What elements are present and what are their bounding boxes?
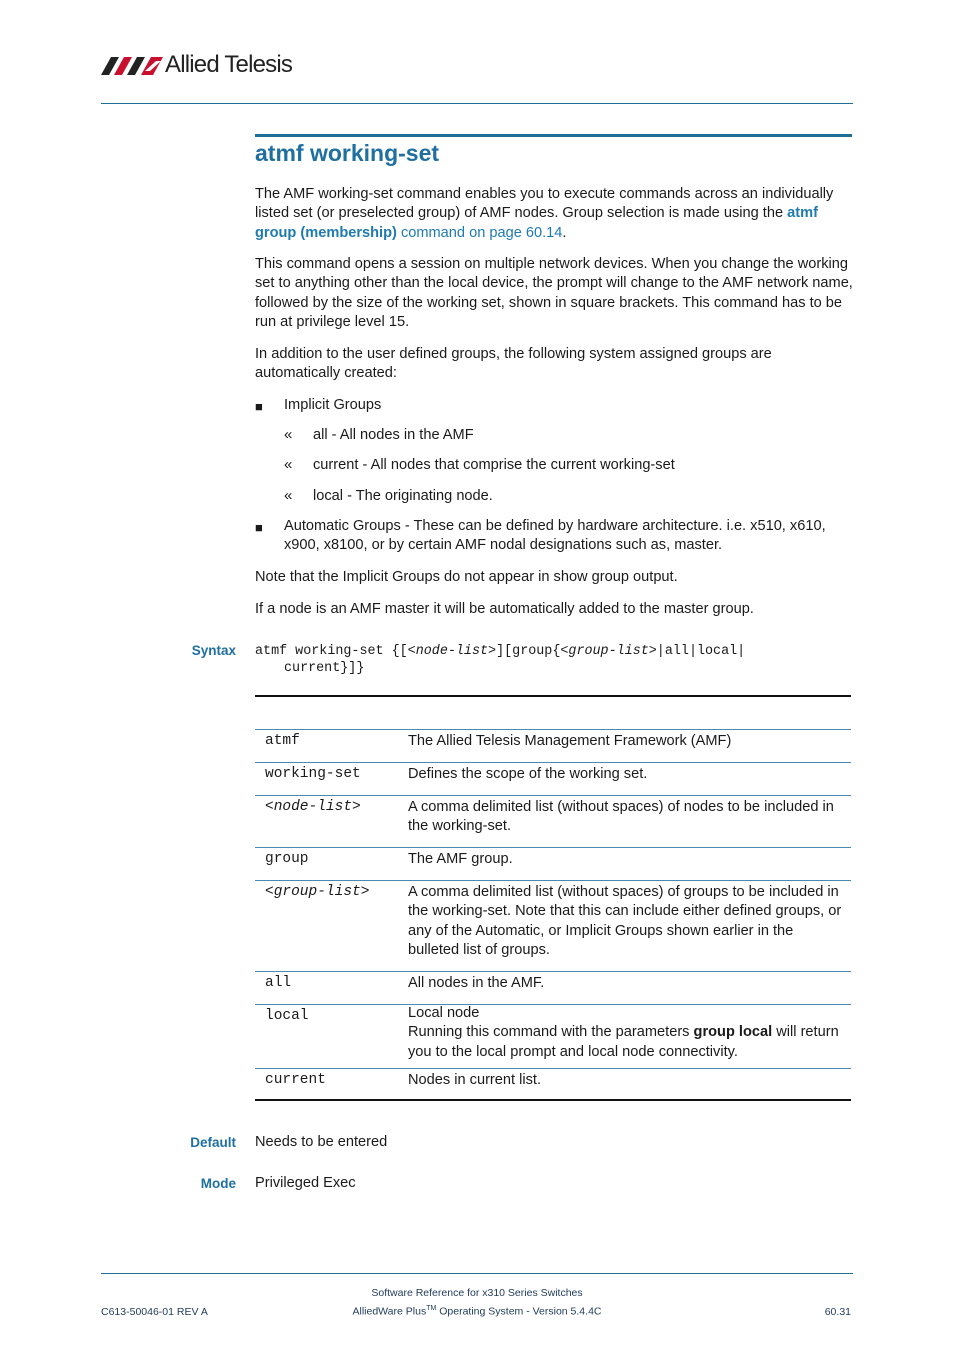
syntax-group-list: group-list: [568, 644, 649, 659]
bullet-implicit: Implicit Groups: [284, 397, 382, 413]
footer-page-number: 60.31: [824, 1306, 851, 1318]
intro-end: .: [562, 224, 567, 241]
param-local-desc-line1: Local node: [408, 1005, 480, 1021]
sub-marker: «: [284, 426, 293, 443]
param-atmf: atmf: [265, 733, 300, 749]
intro-paragraph-2: This command opens a session on multiple network devices. When you change the working set to anything other than the local device, the prompt will change to the AMF network name, followed by the size of the working set, shown in square brackets. This command has to be run at privilege level 15.: [255, 256, 853, 330]
note-master: If a node is an AMF master it will be automatically added to the master group.: [255, 601, 754, 617]
param-current-desc: Nodes in current list.: [408, 1072, 542, 1088]
table-row-divider: [255, 762, 851, 763]
bullet-marker: ■: [255, 520, 263, 535]
param-group: group: [265, 851, 309, 867]
default-value: Needs to be entered: [255, 1134, 388, 1150]
param-atmf-desc: The Allied Telesis Management Framework (AMF): [408, 733, 732, 749]
header-rule: [101, 103, 853, 104]
sub-marker: «: [284, 456, 293, 473]
table-bottom-border: [255, 1099, 851, 1101]
footer-os-version: Operating System - Version 5.4.4C: [436, 1305, 602, 1318]
param-all: all: [265, 975, 292, 991]
table-row-divider: [255, 1068, 851, 1069]
table-top-border: [255, 695, 851, 697]
intro-text: The AMF working-set command enables you to execute commands across an individually listed set (or preselected group) of AMF nodes. Group selection is made using the: [255, 186, 834, 222]
syntax-text: >|all|local|: [648, 644, 746, 659]
mode-value: Privileged Exec: [255, 1175, 356, 1191]
param-group-list: <group-list>: [265, 884, 370, 900]
logo-text: Allied Telesis: [165, 51, 293, 78]
table-row-divider: [255, 795, 851, 796]
desc-bold: group local: [693, 1024, 773, 1041]
footer-tm: TM: [426, 1305, 437, 1312]
param-local-desc-line2: [408, 1023, 848, 1062]
param-local-desc: [408, 1004, 848, 1062]
intro-paragraph-3: In addition to the user defined groups, the following system assigned groups are automatically created:: [255, 346, 772, 382]
allied-telesis-logo: [101, 50, 292, 80]
default-label: Default: [190, 1135, 236, 1150]
table-header-rule: [255, 729, 851, 730]
footer-os-name: AlliedWare Plus: [352, 1305, 427, 1318]
table-row-divider: [255, 847, 851, 848]
syntax-line-1: [255, 643, 855, 660]
syntax-label: Syntax: [191, 643, 236, 658]
param-local: local: [265, 1008, 309, 1024]
param-working-set: working-set: [265, 766, 361, 782]
syntax-text: atmf working-set {[<: [255, 644, 416, 659]
mode-label: Mode: [200, 1176, 236, 1191]
title-bar: [255, 134, 852, 137]
param-group-list-desc: A comma delimited list (without spaces) of groups to be included in the working-set. Note that this can include either defined groups, or any of the Automatic, or Implicit Groups shown earlier in the bulleted list of groups.: [408, 884, 842, 958]
footer-os: [300, 1305, 654, 1318]
intro-paragraph-1: [255, 185, 855, 243]
table-row-divider: [255, 880, 851, 881]
bullet-automatic: Automatic Groups - These can be defined by hardware architecture. i.e. x510, x610, x900, x8100, or by certain AMF nodal designations such as, master.: [284, 518, 826, 554]
desc-text: Running this command with the parameters: [408, 1024, 694, 1041]
sub-item-all: all - All nodes in the AMF: [313, 427, 474, 443]
footer-rule: [101, 1273, 853, 1274]
param-all-desc: All nodes in the AMF.: [408, 975, 545, 991]
sub-item-current: current - All nodes that comprise the current working-set: [313, 457, 675, 473]
logo-mark-icon: [101, 53, 163, 77]
footer-title: Software Reference for x310 Series Switches: [371, 1287, 583, 1299]
syntax-node-list: node-list: [415, 644, 489, 659]
param-node-list: <node-list>: [265, 799, 361, 815]
param-working-set-desc: Defines the scope of the working set.: [408, 766, 648, 782]
syntax-text: >][group{<: [488, 644, 569, 659]
note-implicit: Note that the Implicit Groups do not appear in show group output.: [255, 569, 678, 585]
sub-marker: «: [284, 487, 293, 504]
table-row-divider: [255, 971, 851, 972]
bullet-marker: ■: [255, 399, 263, 414]
sub-item-local: local - The originating node.: [313, 488, 493, 504]
footer-doc-id: C613-50046-01 REV A: [101, 1306, 208, 1318]
param-node-list-desc: A comma delimited list (without spaces) of nodes to be included in the working-set.: [408, 799, 834, 835]
param-group-desc: The AMF group.: [408, 851, 513, 867]
syntax-line-2: current}]}: [284, 661, 365, 676]
desc-text: will return you to the local prompt and local node connectivity.: [408, 1024, 839, 1060]
page-title: atmf working-set: [255, 140, 440, 166]
membership-link-bold[interactable]: atmf group (membership): [255, 205, 818, 241]
param-current: current: [265, 1072, 326, 1088]
membership-link-page[interactable]: command on page 60.14: [396, 224, 563, 241]
